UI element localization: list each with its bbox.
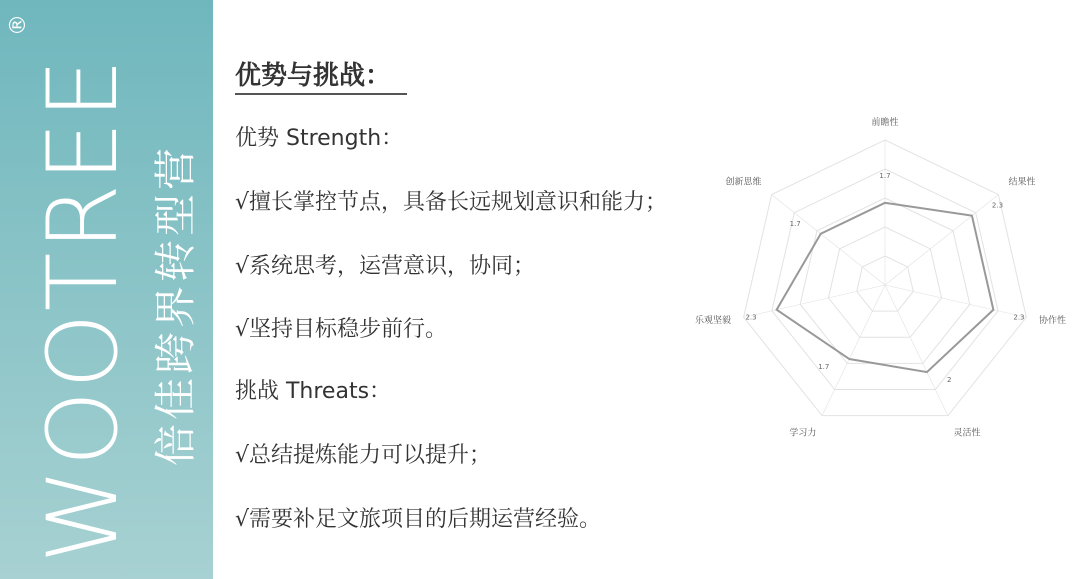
radar-value-label: 2.3 — [745, 313, 757, 322]
radar-chart-svg — [675, 95, 1080, 445]
threat-heading: 挑战 Threats： — [235, 379, 392, 404]
brand-sidebar — [0, 0, 213, 579]
radar-spoke — [885, 285, 948, 416]
radar-spoke — [885, 195, 998, 285]
threat-item: √总结提炼能力可以提升； — [235, 443, 492, 468]
radar-spoke — [885, 285, 1026, 317]
radar-chart — [675, 95, 1080, 445]
radar-axis-label: 乐观坚毅 — [694, 316, 731, 327]
radar-axis-label: 结果性 — [1008, 177, 1036, 188]
strength-item: √系统思考，运营意识，协同； — [235, 254, 536, 279]
radar-value-label: 2.3 — [1013, 313, 1025, 322]
radar-value-label: 1.7 — [818, 363, 830, 372]
radar-value-label: 1.7 — [789, 219, 801, 228]
strength-heading: 优势 Strength： — [235, 126, 404, 151]
registered-mark: ® — [6, 14, 31, 36]
radar-axis-label: 创新思维 — [725, 177, 762, 188]
strength-item: √坚持目标稳步前行。 — [235, 317, 448, 342]
radar-axis-label: 前瞻性 — [871, 118, 899, 128]
radar-spoke — [744, 285, 885, 317]
threat-item: √需要补足文旅项目的后期运营经验。 — [235, 507, 602, 532]
radar-value-label: 2 — [946, 376, 952, 385]
radar-axis-label: 灵活性 — [953, 428, 981, 439]
title-underline — [235, 93, 407, 95]
strength-item: √擅长掌控节点，具备长远规划意识和能力； — [235, 190, 668, 215]
brand-slogan: 倍佳跨界转型营 — [151, 143, 200, 467]
radar-axis-label: 学习力 — [789, 428, 817, 439]
brand-logo-text: WOOTREE — [27, 56, 139, 564]
radar-spoke — [822, 285, 885, 416]
radar-spoke — [772, 195, 885, 285]
radar-value-label: 2.3 — [991, 201, 1004, 210]
slide-title: 优势与挑战： — [235, 61, 392, 91]
radar-value-label: 1.7 — [879, 171, 891, 180]
radar-axis-label: 协作性 — [1039, 316, 1067, 327]
